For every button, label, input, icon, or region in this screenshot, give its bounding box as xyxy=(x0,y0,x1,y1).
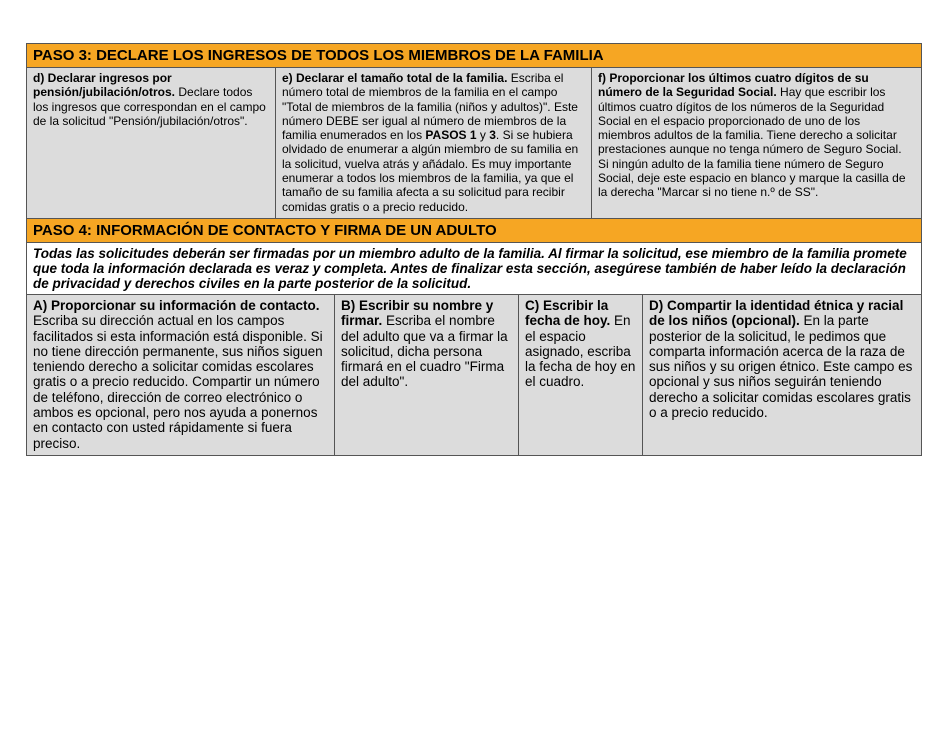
step4-cell-b xyxy=(335,295,519,455)
step4-b-body: Escriba el nombre del adulto que va a firmar la solicitud, dicha persona firmará en el cuadro "Firma del adulto". xyxy=(341,313,508,390)
step4-cell-d xyxy=(643,295,921,455)
step4-c-body: En el espacio asignado, escriba la fecha de hoy en el cuadro. xyxy=(525,313,636,390)
step4-cell-c xyxy=(519,295,643,455)
step3-f-heading: f) Proporcionar los últimos cuatro dígitos de su número de la Seguridad Social. xyxy=(598,71,869,100)
step4-d-body: En la parte posterior de la solicitud, le pedimos que comparta información acerca de la raza de sus niños y su origen étnico. Este campo es opcional y sus niños seguirán teniendo derecho a solicitar comidas escolares gratis o a precio reducido. xyxy=(649,313,913,421)
step4-signature-note: Todas las solicitudes deberán ser firmadas por un miembro adulto de la familia. Al firmar la solicitud, ese miembro de la familia promete que toda la información declarada es veraz y completa. Antes de finalizar esta sección, asegúrese también de haber leído la declaración de privacidad y derechos civiles en la parte posterior de la solicitud. xyxy=(27,243,921,295)
instructions-table xyxy=(26,43,922,456)
step3-cell-e xyxy=(276,68,592,218)
step3-e-three: 3 xyxy=(489,128,496,143)
step3-row xyxy=(27,68,921,219)
step3-d-heading: d) Declarar ingresos por pensión/jubilación/otros. xyxy=(33,71,176,100)
step4-row xyxy=(27,295,921,455)
step3-e-y: y xyxy=(476,128,490,143)
step4-d-heading: D) Compartir la identidad étnica y racial de los niños (opcional). xyxy=(649,297,904,329)
step4-c-heading: C) Escribir la fecha de hoy. xyxy=(525,297,611,329)
step3-title: PASO 3: DECLARE LOS INGRESOS DE TODOS LOS MIEMBROS DE LA FAMILIA xyxy=(27,44,921,68)
step3-f-body: Hay que escribir los últimos cuatro dígitos de los números de la Seguridad Social en el espacio proporcionado de uno de los miembros adultos de la familia. Tiene derecho a solicitar prestaciones aunque no tenga número de Seguro Social. Si ningún adulto de la familia tiene número de Seguro Social, deje este espacio en blanco y marque la casilla de la derecha "Marcar si no tiene n.º de SS". xyxy=(598,85,906,200)
step3-cell-d xyxy=(27,68,276,218)
step3-cell-f xyxy=(592,68,921,218)
step3-e-body1: Escriba el número total de miembros de la familia en el campo "Total de miembros de la familia (niños y adultos)". Este número DEBE ser igual al número de miembros de la familia enumerados en los xyxy=(282,71,578,143)
step3-e-body2: . Si se hubiera olvidado de enumerar a algún miembro de su familia en la solicitud, vuelva atrás y añádalo. Es muy importante enumerar a todos los miembros de la familia, ya que el tamaño de su familia afecta a su solicitud para recibir comidas gratis o a precio reducido. xyxy=(282,128,579,214)
step3-e-heading: e) Declarar el tamaño total de la familia. xyxy=(282,71,508,85)
step3-d-body: Declare todos los ingresos que correspondan en el campo de la solicitud "Pensión/jubilación/otros". xyxy=(33,85,266,128)
step4-b-heading: B) Escribir su nombre y firmar. xyxy=(341,297,494,329)
step4-a-heading: A) Proporcionar su información de contacto. xyxy=(33,297,320,313)
step4-a-body: Escriba su dirección actual en los campos facilitados si esta información está disponible. Si no tiene dirección permanente, sus niños siguen teniendo derecho a solicitar comidas escolares gratis o a precio reducido. Compartir un número de teléfono, dirección de correo electrónico o ambos es opcional, pero nos ayuda a ponernos en contacto con usted rápidamente si fuera preciso. xyxy=(33,313,323,451)
step4-cell-a xyxy=(27,295,335,455)
step4-title: PASO 4: INFORMACIÓN DE CONTACTO Y FIRMA DE UN ADULTO xyxy=(27,219,921,243)
step3-e-pasos: PASOS 1 xyxy=(425,128,477,143)
